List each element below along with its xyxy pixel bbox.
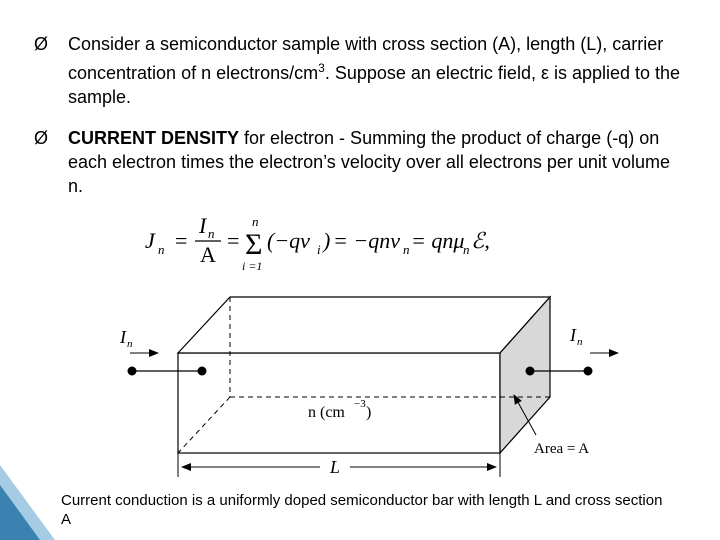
bullet-1-superscript: 3 [318, 61, 325, 75]
eq-equals-1: = [175, 228, 188, 253]
eq-frac-num-sub: n [208, 226, 215, 241]
bullet-1-text [68, 32, 688, 109]
bullet-2-text [68, 126, 688, 198]
semiconductor-bar-diagram [110, 285, 650, 490]
area-label: Area = A [534, 441, 590, 457]
eq-rhs-2: = qnμ [411, 228, 465, 253]
length-label: L [330, 457, 341, 477]
eq-term: (−qv [267, 228, 310, 253]
eq-frac-den: A [200, 242, 216, 267]
eq-lhs-sub: n [158, 242, 165, 257]
bar-top-face [178, 297, 550, 353]
eq-term-sub: i [317, 242, 321, 257]
bullet-1-text-after: . Suppose an electric field, ε is applied to the sample. [68, 63, 681, 107]
eq-field: ℰ, [471, 228, 490, 253]
concentration-sup: −3 [354, 398, 366, 410]
bar-front-face [178, 353, 500, 453]
right-contact [526, 367, 535, 376]
figure-caption: Current conduction is a uniformly doped semiconductor bar with length L and cross section A [54, 488, 674, 532]
concentration-close: ) [366, 404, 372, 421]
eq-sum-sign: Σ [245, 228, 263, 261]
arrow-bullet-icon: Ø [34, 34, 49, 54]
eq-sum-top: n [252, 214, 259, 229]
concentration-label: n (cm [308, 404, 345, 421]
left-terminal [128, 367, 137, 376]
right-terminal [584, 367, 593, 376]
bullet-1-text-main: Consider a semiconductor sample with cross section (A), length (L), carrier concentration of n electrons/cm [68, 34, 664, 83]
right-current-sub: n [577, 336, 583, 348]
eq-lhs: J [145, 228, 155, 253]
eq-sum-bottom: i =1 [242, 259, 263, 272]
eq-rhs-1: = −qnv [333, 228, 400, 253]
bullet-2-bold: CURRENT DENSITY [68, 128, 240, 148]
left-contact [198, 367, 207, 376]
left-current-label: I [120, 327, 126, 347]
eq-term-close: ) [323, 228, 331, 253]
eq-frac-num: I [199, 213, 207, 238]
left-current-sub: n [127, 338, 133, 350]
right-current-label: I [570, 325, 576, 345]
eq-rhs-2-sub: n [463, 242, 470, 257]
eq-rhs-1-sub: n [403, 242, 410, 257]
current-density-equation [145, 212, 525, 272]
arrow-bullet-icon: Ø [34, 128, 49, 148]
bullet-2-rest: for electron - Summing the product of charge (-q) on each electron times the electron’s velocity over all electrons per unit volume n. [68, 128, 670, 196]
eq-equals-2: = [227, 228, 240, 253]
